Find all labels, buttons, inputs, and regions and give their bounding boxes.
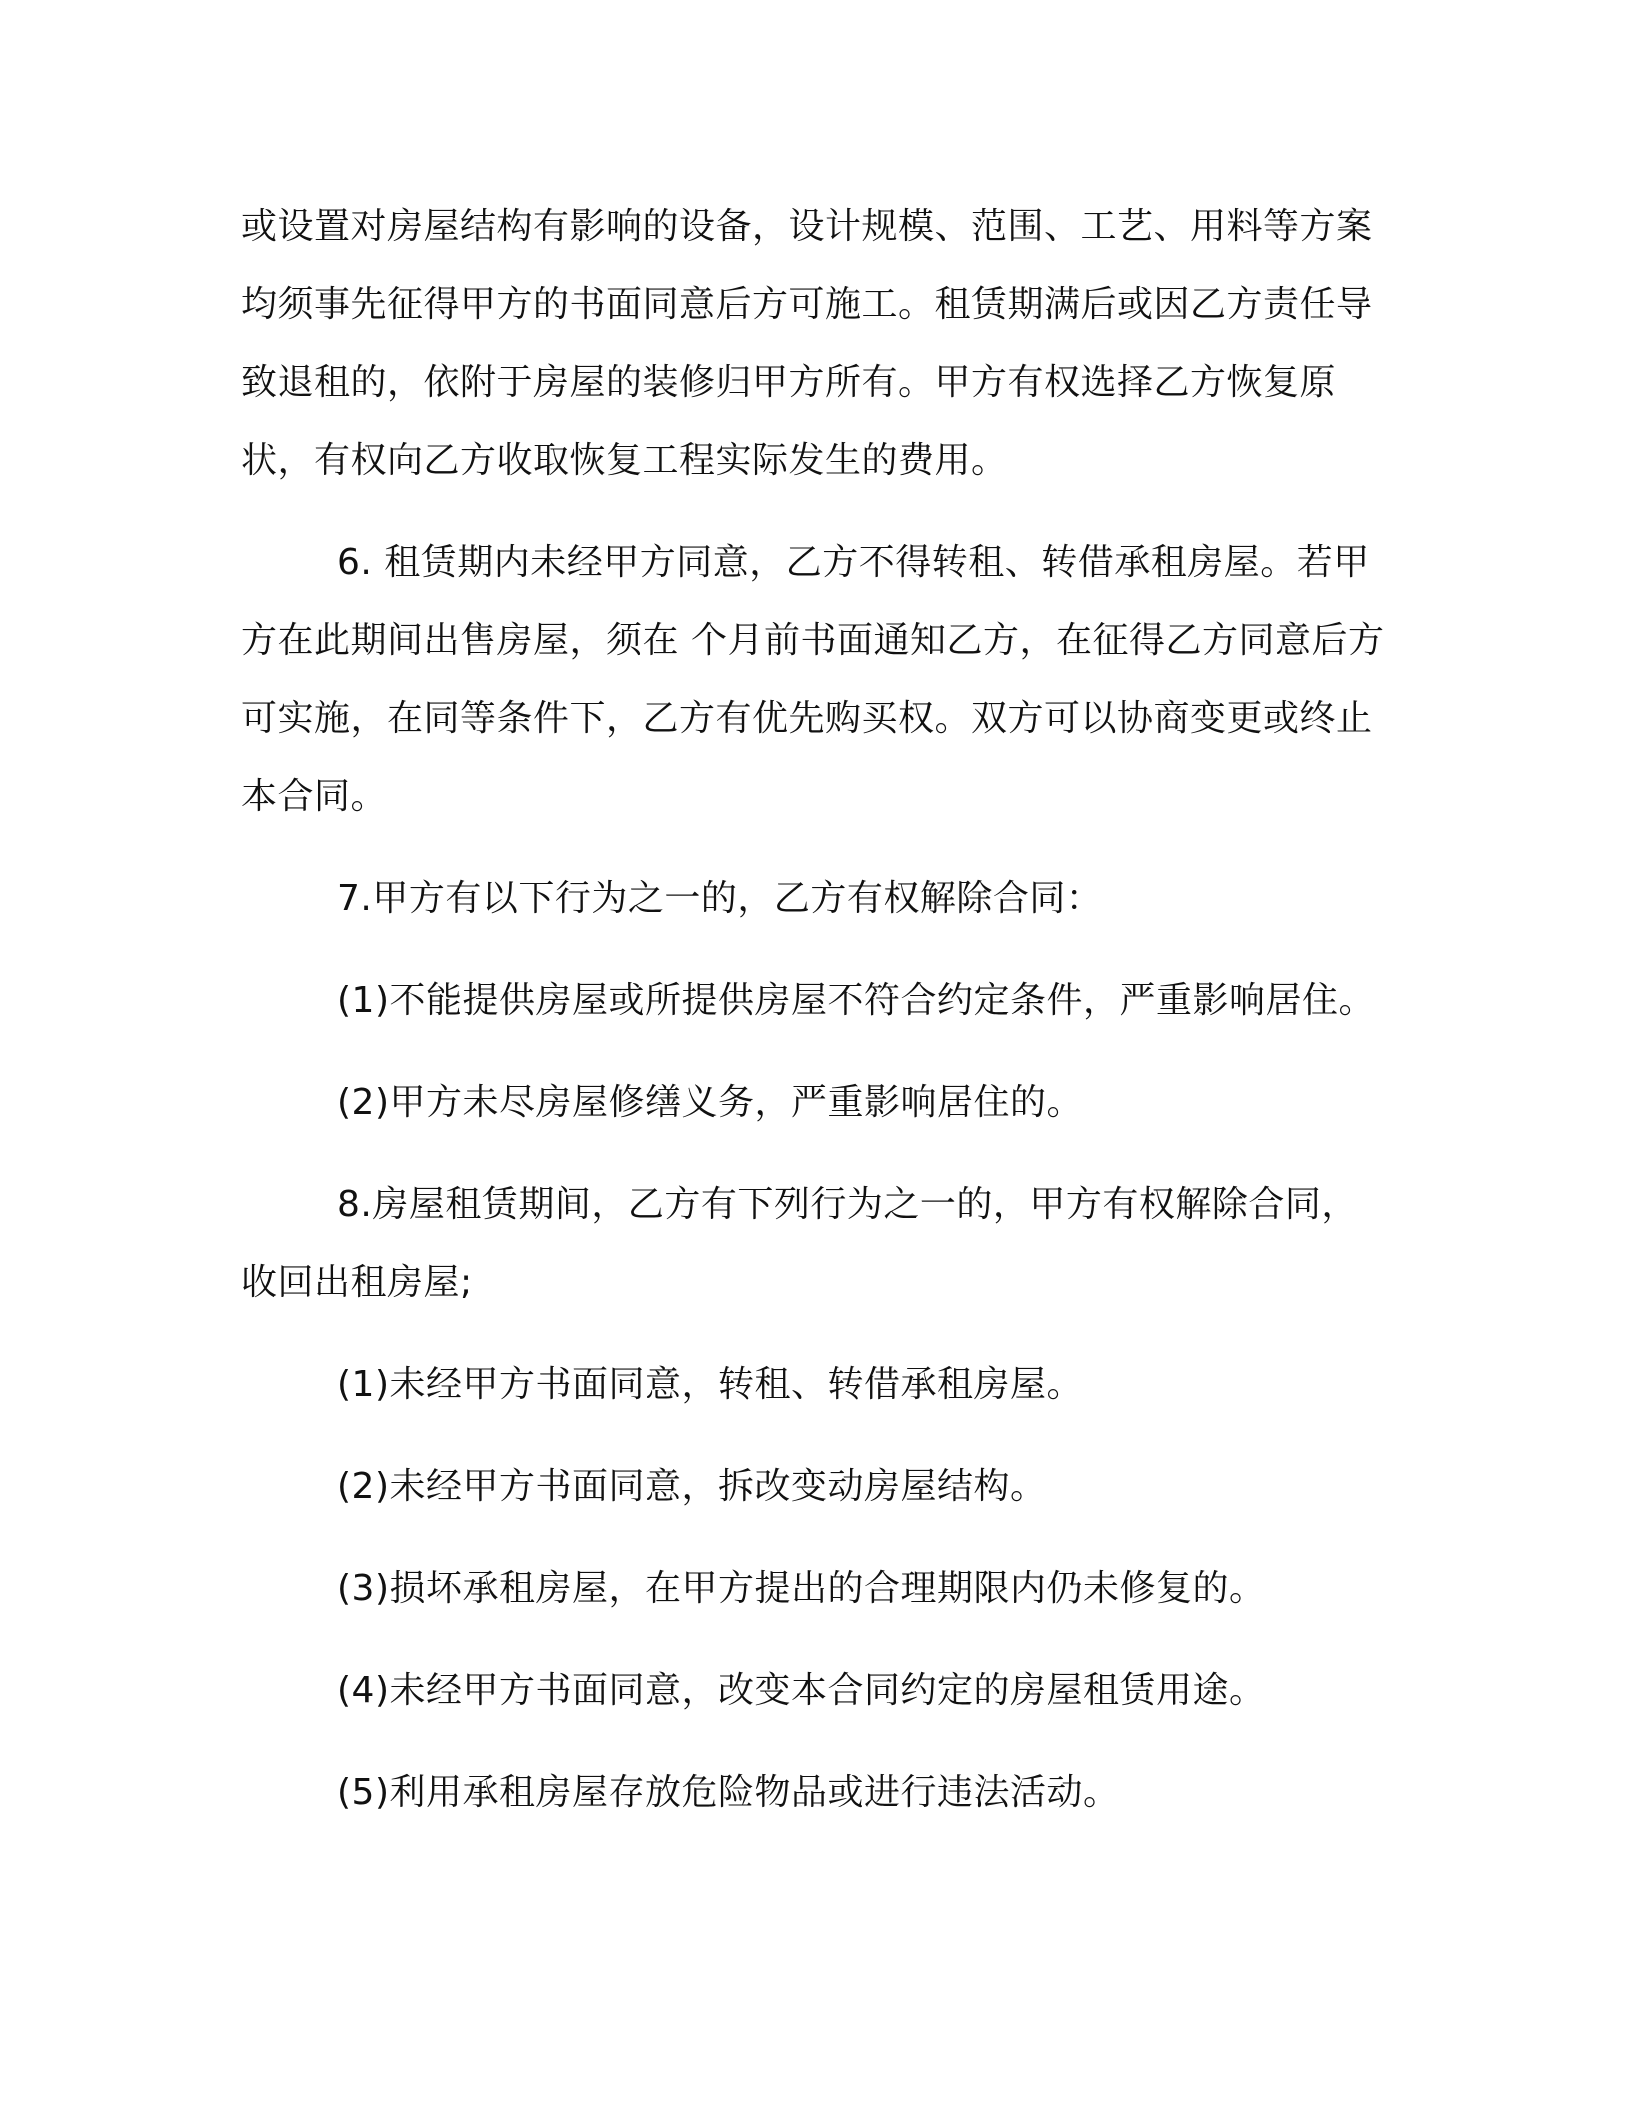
paragraph-clause-8-item-5: (5)利用承租房屋存放危险物品或进行违法活动。 [337,1772,1120,1813]
paragraph-clause-7-item-1: (1)不能提供房屋或所提供房屋不符合约定条件，严重影响居住。 [337,980,1375,1021]
paragraph-continuation: 或设置对房屋结构有影响的设备，设计规模、范围、工艺、用料等方案均须事先征得甲方的书面同意后方可施工。租赁期满后或因乙方责任导致退租的，依附于房屋的装修归甲方所有。甲方有权选择乙方恢复原状，有权向乙方收取恢复工程实际发生的费用。 [241,206,1373,481]
paragraph-clause-8-item-3: (3)损坏承租房屋，在甲方提出的合理期限内仍未修复的。 [337,1568,1266,1609]
paragraph-clause-6: 6. 租赁期内未经甲方同意，乙方不得转租、转借承租房屋。若甲方在此期间出售房屋，须在 个月前书面通知乙方，在征得乙方同意后方可实施，在同等条件下，乙方有优先购买权。双方可以协商变更或终止本合同。 [241,542,1385,817]
paragraph-clause-8-item-4: (4)未经甲方书面同意，改变本合同约定的房屋租赁用途。 [337,1670,1266,1711]
paragraph-clause-8-item-2: (2)未经甲方书面同意，拆改变动房屋结构。 [337,1466,1047,1507]
paragraph-clause-8: 8.房屋租赁期间，乙方有下列行为之一的，甲方有权解除合同，收回出租房屋; [241,1184,1358,1303]
paragraph-clause-8-item-1: (1)未经甲方书面同意，转租、转借承租房屋。 [337,1364,1083,1405]
paragraph-clause-7-item-2: (2)甲方未尽房屋修缮义务，严重影响居住的。 [337,1082,1083,1123]
document-body [241,188,1391,1832]
paragraph-clause-7: 7.甲方有以下行为之一的，乙方有权解除合同： [337,878,1103,919]
